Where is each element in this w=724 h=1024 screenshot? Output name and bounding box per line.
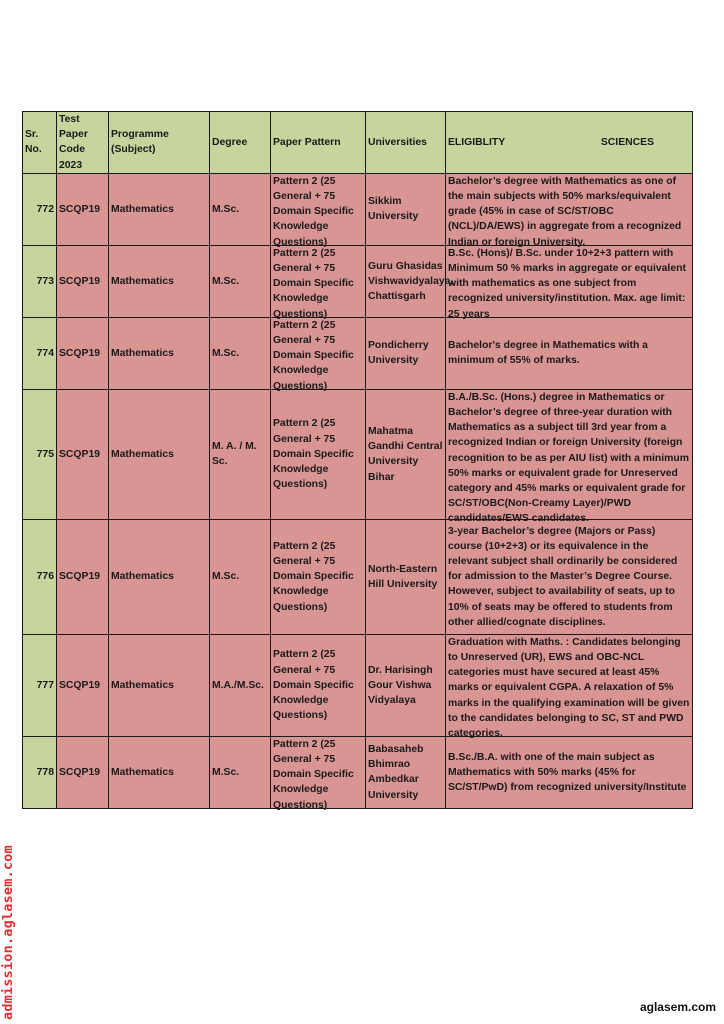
cell-university: North-Eastern Hill University [366, 519, 446, 634]
cell-degree: M. A. / M. Sc. [210, 389, 271, 519]
cell-programme: Mathematics [109, 245, 210, 317]
cell-eligibility: B.A./B.Sc. (Hons.) degree in Mathematics or Bachelor’s degree of three-year duration with Mathematics as a subject till 3rd year from a recognized Indian or foreign University (foreign recognition to be as per AIU list) with a minimum 50% marks or equivalent grade for Unreserved category and 45% marks or equivalent grade for SC/ST/OBC(Non-Creamy Layer)/PWD candidates/EWS candidates. [446, 389, 693, 519]
table-row [23, 634, 693, 736]
cell-eligibility: Bachelor's degree in Mathematics with a minimum of 55% of marks. [446, 317, 693, 389]
cell-pattern: Pattern 2 (25 General + 75 Domain Specific Knowledge Questions) [271, 389, 366, 519]
cell-sr: 772 [23, 173, 57, 245]
eligibility-table [22, 111, 693, 809]
cell-code: SCQP19 [57, 634, 109, 736]
cell-pattern: Pattern 2 (25 General + 75 Domain Specific Knowledge Questions) [271, 634, 366, 736]
cell-code: SCQP19 [57, 389, 109, 519]
header-test-paper-code: Test Paper Code 2023 [57, 112, 109, 174]
header-programme: Programme (Subject) [109, 112, 210, 174]
cell-degree: M.A./M.Sc. [210, 634, 271, 736]
cell-degree: M.Sc. [210, 736, 271, 808]
footer-brand[interactable]: aglasem.com [639, 1000, 716, 1014]
cell-programme: Mathematics [109, 519, 210, 634]
cell-pattern: Pattern 2 (25 General + 75 Domain Specific Knowledge Questions) [271, 317, 366, 389]
cell-eligibility: B.Sc. (Hons)/ B.Sc. under 10+2+3 pattern with Minimum 50 % marks in aggregate or equivalent with mathematics as one subject from recognized university/institution. Max. age limit: 25 years [446, 245, 693, 317]
cell-sr: 773 [23, 245, 57, 317]
table-row [23, 519, 693, 634]
cell-pattern: Pattern 2 (25 General + 75 Domain Specific Knowledge Questions) [271, 245, 366, 317]
cell-degree: M.Sc. [210, 173, 271, 245]
table-row [23, 317, 693, 389]
cell-university: Guru Ghasidas Vishwavidyalaya, Chattisgarh [366, 245, 446, 317]
cell-programme: Mathematics [109, 634, 210, 736]
cell-code: SCQP19 [57, 173, 109, 245]
cell-university: Dr. Harisingh Gour Vishwa Vidyalaya [366, 634, 446, 736]
cell-programme: Mathematics [109, 173, 210, 245]
cell-degree: M.Sc. [210, 317, 271, 389]
cell-sr: 778 [23, 736, 57, 808]
header-degree: Degree [210, 112, 271, 174]
cell-university: Babasaheb Bhimrao Ambedkar University [366, 736, 446, 808]
table-row [23, 736, 693, 808]
table-row [23, 245, 693, 317]
cell-programme: Mathematics [109, 389, 210, 519]
cell-code: SCQP19 [57, 245, 109, 317]
cell-pattern: Pattern 2 (25 General + 75 Domain Specific Knowledge Questions) [271, 519, 366, 634]
cell-code: SCQP19 [57, 736, 109, 808]
header-paper-pattern: Paper Pattern [271, 112, 366, 174]
cell-sr: 776 [23, 519, 57, 634]
cell-sr: 775 [23, 389, 57, 519]
cell-code: SCQP19 [57, 519, 109, 634]
header-sr-no: Sr. No. [23, 112, 57, 174]
header-eligibility [446, 112, 693, 174]
watermark-text: admission.aglasem.com [0, 845, 16, 1020]
eligibility-label: ELIGIBLITY [448, 136, 506, 148]
header-universities: Universities [366, 112, 446, 174]
cell-university: Mahatma Gandhi Central University Bihar [366, 389, 446, 519]
cell-code: SCQP19 [57, 317, 109, 389]
cell-degree: M.Sc. [210, 245, 271, 317]
cell-university: Pondicherry University [366, 317, 446, 389]
header-row [23, 112, 693, 174]
cell-programme: Mathematics [109, 736, 210, 808]
cell-sr: 774 [23, 317, 57, 389]
cell-eligibility: Graduation with Maths. : Candidates belonging to Unreserved (UR), EWS and OBC-NCL categories must have secured at least 45% marks or equivalent CGPA. A relaxation of 5% marks in the qualifying examination will be given to the candidates belonging to SC, ST and PWD categories. [446, 634, 693, 736]
cell-eligibility: Bachelor’s degree with Mathematics as one of the main subjects with 50% marks/equivalent grade (45% in case of SC/ST/OBC (NCL)/DA/EWS) in aggregate from a recognized Indian or foreign University. [446, 173, 693, 245]
table-row [23, 389, 693, 519]
cell-eligibility: B.Sc./B.A. with one of the main subject as Mathematics with 50% marks (45% for SC/ST/PwD) from recognized university/Institute [446, 736, 693, 808]
sciences-label: SCIENCES [600, 136, 654, 148]
table-row [23, 173, 693, 245]
cell-sr: 777 [23, 634, 57, 736]
cell-eligibility: 3-year Bachelor’s degree (Majors or Pass) course (10+2+3) or its equivalence in the relevant subject shall ordinarily be considered for admission to the Master’s Degree Course. However, subject to availability of seats, up to 10% of seats may be offered to students from other allied/cognate disciplines. [446, 519, 693, 634]
cell-pattern: Pattern 2 (25 General + 75 Domain Specific Knowledge Questions) [271, 736, 366, 808]
cell-programme: Mathematics [109, 317, 210, 389]
cell-pattern: Pattern 2 (25 General + 75 Domain Specific Knowledge Questions) [271, 173, 366, 245]
cell-university: Sikkim University [366, 173, 446, 245]
cell-degree: M.Sc. [210, 519, 271, 634]
